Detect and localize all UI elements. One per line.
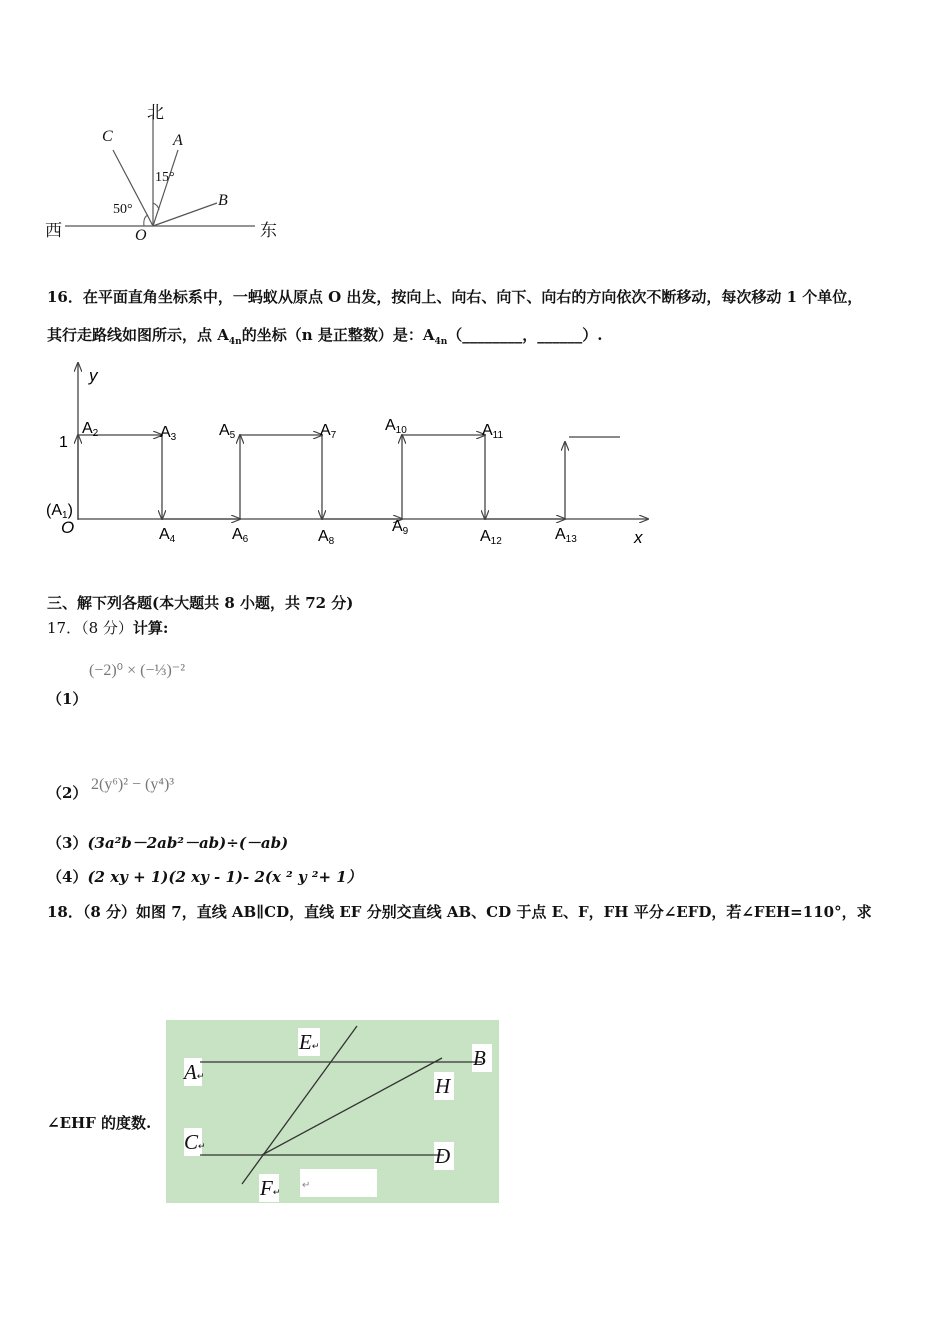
point-e-label: E↵: [299, 1030, 320, 1054]
point-label: A6: [232, 526, 249, 545]
x-axis-label: x: [634, 528, 643, 547]
point-label: A5: [219, 422, 236, 441]
point-c-label: C: [102, 128, 113, 145]
q18-text: 18．（8 分）如图 7，直线 AB∥CD，直线 EF 分别交直线 AB、CD 于点 E、F，FH 平分∠EFD，若∠FEH=110°，求: [47, 903, 872, 921]
point-a-label: A: [173, 132, 183, 149]
point-b-label: B: [218, 192, 228, 209]
east-label: 东: [260, 221, 277, 240]
point-b-label: B: [473, 1046, 486, 1070]
ant-path-graph: [40, 355, 660, 555]
section3-title: 三、解下列各题(本大题共 8 小题，共 72 分): [47, 594, 354, 612]
q17-item2-formula: 2(y⁶)² − (y⁴)³: [91, 776, 175, 793]
tick-1-label: 1: [59, 434, 68, 451]
point-label: A4: [159, 526, 176, 545]
y-axis-label: y: [89, 366, 98, 385]
point-label: A2: [82, 420, 99, 439]
q18-tail: ∠EHF 的度数.: [47, 1114, 152, 1132]
angle-arc-50: [144, 215, 148, 226]
ray-ob: [153, 203, 217, 226]
q17-item1-formula: (−2)⁰ × (−⅓)⁻²: [89, 662, 186, 679]
q17-item2-label: （2）: [47, 784, 88, 802]
ray-oa: [153, 150, 178, 226]
point-label: A8: [318, 528, 335, 547]
point-h-label: H: [435, 1074, 451, 1098]
q16-line2: 其行走路线如图所示，点 $A_{4n}$的坐标（n 是正整数）是：$A_{4n}(\_\_\_\_\_\_\_\_$，______）.: [47, 326, 603, 347]
point-label: A7: [320, 422, 337, 441]
north-label: 北: [147, 103, 164, 122]
point-label: A3: [160, 424, 177, 443]
point-label: A12: [480, 528, 502, 547]
q16-line1: 16．在平面直角坐标系中，一蚂蚁从原点 O 出发，按向上、向右、向下、向右的方向依次不断移动，每次移动 1 个单位，: [47, 288, 863, 306]
line-fh: [262, 1058, 442, 1155]
point-f-label: F↵: [260, 1176, 281, 1200]
q17-item1-label: （1）: [47, 690, 88, 708]
q17-header: 17．（8 分）计算:: [47, 619, 169, 637]
point-d-label: D: [435, 1144, 451, 1168]
angle-50-label: 50°: [113, 202, 133, 217]
parallel-lines-svg: [166, 1020, 499, 1203]
point-o-label: O: [135, 227, 147, 244]
a1-label: (A1): [46, 502, 73, 521]
q17-item4: （4）(2 xy + 1)(2 xy - 1)- 2(x ² y ²+ 1）: [47, 868, 362, 886]
origin-label: O: [61, 518, 75, 537]
point-c-label: C↵: [184, 1130, 206, 1154]
angle-15-label: 15°: [155, 170, 175, 185]
point-label: A9: [392, 518, 409, 537]
blank-box: [300, 1169, 377, 1197]
point-a-label: A↵: [184, 1060, 205, 1084]
west-label: 西: [45, 221, 62, 240]
point-label: A11: [482, 422, 504, 441]
parallel-lines-figure: [166, 1020, 499, 1203]
return-mark: ↵: [302, 1180, 311, 1191]
point-label: A10: [385, 417, 407, 436]
point-label: A13: [555, 526, 577, 545]
q17-item3: （3）(3a²b－2ab²－ab)÷(－ab): [47, 834, 289, 852]
